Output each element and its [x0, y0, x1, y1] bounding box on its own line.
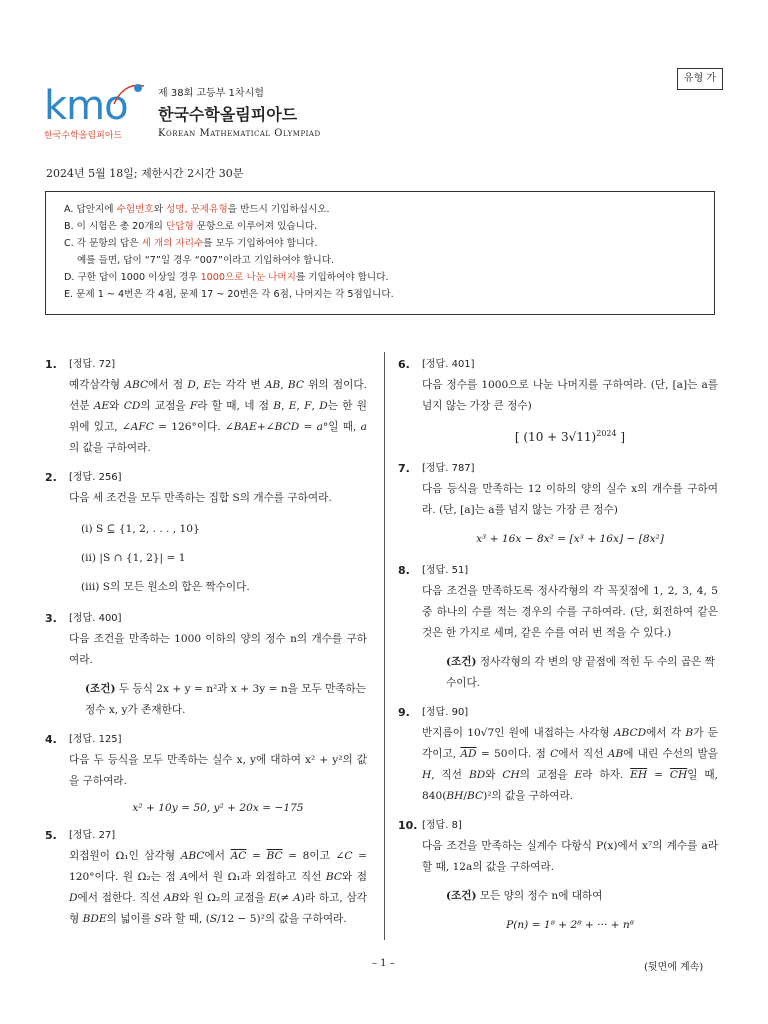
page-number: – 1 –	[372, 958, 395, 969]
answer-10: [정답. 8]	[422, 820, 462, 831]
left-column	[45, 354, 367, 930]
exam-name: 제 38회 고등부 1차시험	[158, 88, 264, 99]
problem-4: 4. [정답. 125] 다음 두 등식을 모두 만족하는 실수 x, y에 대하여 x² + y²의 값을 구하여라. x² + 10y = 50, y² + 20x = −175	[45, 729, 367, 819]
continued-note: (뒷면에 계속)	[644, 962, 704, 973]
problem-10-text: 다음 조건을 만족하는 실계수 다항식 P(x)에서 x⁷의 계수를 a라 할 때, 12a의 값을 구하여라.	[422, 840, 718, 873]
answer-8: [정답. 51]	[422, 565, 469, 576]
answer-5: [정답. 27]	[69, 830, 116, 841]
problem-3: 3. [정답. 400] 다음 조건을 만족하는 1000 이하의 양의 정수 n의 개수를 구하여라. (조건) 두 등식 2x + y = n²과 x + 3y = n을 모두 만족하는 정수 x, y가 존재한다.	[45, 608, 367, 721]
problem-7-equation: x³ + 16x − 8x² = [x³ + 16x] − [8x²]	[476, 533, 664, 545]
problem-4-text: 다음 두 등식을 모두 만족하는 실수 x, y에 대하여 x² + y²의 값을 구하여라.	[69, 754, 367, 787]
problem-8-condition: (조건) 정사각형의 각 변의 양 끝점에 적힌 두 수의 곱은 짝수이다.	[446, 656, 715, 689]
instruction-c: C. 각 문항의 답은 세 개의 자리수를 모두 기입하여야 합니다.	[64, 238, 318, 249]
exam-date: 2024년 5월 18일; 제한시간 2시간 30분	[46, 167, 244, 180]
problem-10: 10. [정답. 8] 다음 조건을 만족하는 실계수 다항식 P(x)에서 x⁷의 계수를 a라 할 때, 12a의 값을 구하여라. (조건) 모든 양의 정수 n에 대하여 P(n) = 1⁸ + 2⁸ + ··· + n⁸	[398, 815, 718, 936]
problem-5: 5. [정답. 27] 외접원이 Ω₁인 삼각형 ABC에서 $\overline{AC} = \overline{BC} = 8$이고 ∠C = 120°이다. 원 Ω₂는 점 A에서 원 Ω₁과 외접하고 직선 BC와 점 D에서 접한다. 직선 AB와 원 Ω₂의 교점을 E(≠ A)라 하고, 삼각형 BDE의 넓이를 S라 할 때, (S/12 − 5)²의 값을 구하여라.	[45, 825, 367, 930]
problem-6: 6. [정답. 401] 다음 정수를 1000으로 나눈 나머지를 구하여라. (단, [a]는 a를 넘지 않는 가장 큰 정수) [ $(10 + 3√11)^{2024}$ ]	[398, 354, 718, 448]
instruction-e: E. 문제 1 ~ 4번은 각 4점, 문제 17 ~ 20번은 각 6점, 나머지는 각 5점입니다.	[64, 289, 394, 300]
problem-5-text: 외접원이 Ω₁인 삼각형 ABC에서 $\overline{AC} = \overline{BC} = 8$이고 ∠C = 120°이다. 원 Ω₂는 점 A에서 원 Ω₁과 외접하고 직선 BC와 점 D에서 접한다. 직선 AB와 원 Ω₂의 교점을 E(≠ A)라 하고, 삼각형 BDE의 넓이를 S라 할 때, (S/12 − 5)²의 값을 구하여라.	[69, 850, 367, 925]
logo-text: kmo	[44, 83, 128, 129]
answer-2: [정답. 256]	[69, 472, 122, 483]
answer-7: [정답. 787]	[422, 463, 475, 474]
problem-8: 8. [정답. 51] 다음 조건을 만족하도록 정사각형의 각 꼭짓점에 1, 2, 3, 4, 5 중 하나의 수를 적는 경우의 수를 구하여라. (단, 회전하여 같은 것은 한 가지로 세며, 같은 수를 여러 번 적을 수 있다.) (조건) 정사각형의 각 변의 양 끝점에 적힌 두 수의 곱은 짝수이다.	[398, 560, 718, 694]
page-title: 한국수학올림피아드	[158, 105, 298, 124]
logo-arc-icon	[110, 80, 150, 110]
problem-1-text: 예각삼각형 ABC에서 점 D, E는 각각 변 AB, BC 위의 점이다. 선분 AE와 CD의 교점을 F라 할 때, 네 점 B, E, F, D는 한 원 위에 있고, ∠AFC = 126°이다. ∠BAE+∠BCD = a°일 때, a의 값을 구하여라.	[69, 379, 367, 454]
instruction-b: B. 이 시험은 총 20개의 단답형 문항으로 이루어져 있습니다.	[64, 221, 318, 232]
problem-10-equation: P(n) = 1⁸ + 2⁸ + ··· + n⁸	[506, 919, 634, 931]
exam-type-badge: 유형 가	[677, 68, 723, 90]
problem-8-text: 다음 조건을 만족하도록 정사각형의 각 꼭짓점에 1, 2, 3, 4, 5 중 하나의 수를 적는 경우의 수를 구하여라. (단, 회전하여 같은 것은 한 가지로 세며, 같은 수를 여러 번 적을 수 있다.)	[422, 585, 718, 639]
problem-4-equation: x² + 10y = 50, y² + 20x = −175	[132, 802, 304, 814]
instruction-d: D. 구한 답이 1000 이상일 경우 1000으로 나눈 나머지를 기입하여야 합니다.	[64, 272, 389, 283]
problem-6-text: 다음 정수를 1000으로 나눈 나머지를 구하여라. (단, [a]는 a를 넘지 않는 가장 큰 정수)	[422, 379, 718, 412]
title-english: Korean Mathematical Olympiad	[158, 128, 321, 139]
right-column	[398, 354, 718, 942]
problem-9: 9. [정답. 90] 반지름이 10√7인 원에 내접하는 사각형 ABCD에서 각 B가 둔각이고, $\overline{AD} = 50$이다. 점 C에서 직선 AB에 내린 수선의 발을 H, 직선 BD와 CH의 교점을 E라 하자. $\overline{EH} = \overline{CH}$일 때, 840(BH/BC)²의 값을 구하여라.	[398, 702, 718, 807]
column-divider	[384, 352, 385, 940]
problem-3-text: 다음 조건을 만족하는 1000 이하의 양의 정수 n의 개수를 구하여라.	[69, 633, 367, 666]
problem-1: 1. [정답. 72] 예각삼각형 ABC에서 점 D, E는 각각 변 AB, BC 위의 점이다. 선분 AE와 CD의 교점을 F라 할 때, 네 점 B, E, F, D는 한 원 위에 있고, ∠AFC = 126°이다. ∠BAE+∠BCD = a°일 때, a의 값을 구하여라.	[45, 354, 367, 459]
instruction-a: A. 답안지에 수험번호와 성명, 문제유형을 반드시 기입하십시오.	[64, 204, 330, 215]
answer-4: [정답. 125]	[69, 734, 122, 745]
answer-9: [정답. 90]	[422, 707, 469, 718]
answer-1: [정답. 72]	[69, 359, 116, 370]
problem-3-condition: (조건) 두 등식 2x + y = n²과 x + 3y = n을 모두 만족하는 정수 x, y가 존재한다.	[85, 683, 367, 716]
problem-2-text: 다음 세 조건을 모두 만족하는 집합 S의 개수를 구하여라.	[69, 492, 332, 504]
problem-6-equation: [ $(10 + 3√11)^{2024}$ ]	[514, 429, 626, 444]
problem-10-condition: (조건) 모든 양의 정수 n에 대하여	[446, 890, 603, 902]
problem-7: 7. [정답. 787] 다음 등식을 만족하는 12 이하의 양의 실수 x의 개수를 구하여라. (단, [a]는 a를 넘지 않는 가장 큰 정수) x³ + 16x − 8x² = [x³ + 16x] − [8x²]	[398, 458, 718, 550]
problem-7-text: 다음 등식을 만족하는 12 이하의 양의 실수 x의 개수를 구하여라. (단, [a]는 a를 넘지 않는 가장 큰 정수)	[422, 483, 718, 516]
problem-2: 2. [정답. 256] 다음 세 조건을 모두 만족하는 집합 S의 개수를 구하여라. (i) S ⊆ {1, 2, . . . , 10} (ii) |S ∩ {1, 2}| = 1 (iii) S의 모든 원소의 합은 짝수이다.	[45, 467, 367, 602]
logo-subtitle: 한국수학올림피아드	[44, 131, 123, 141]
answer-6: [정답. 401]	[422, 359, 475, 370]
instruction-c-example: 예를 들면, 답이 “7”일 경우 “007”이라고 기입하여야 합니다.	[77, 255, 335, 266]
problem-9-text: 반지름이 10√7인 원에 내접하는 사각형 ABCD에서 각 B가 둔각이고, $\overline{AD} = 50$이다. 점 C에서 직선 AB에 내린 수선의 발을 H, 직선 BD와 CH의 교점을 E라 하자. $\overline{EH} = \overline{CH}$일 때, 840(BH/BC)²의 값을 구하여라.	[422, 727, 719, 802]
problem-2-conditions: (i) S ⊆ {1, 2, . . . , 10} (ii) |S ∩ {1, 2}| = 1 (iii) S의 모든 원소의 합은 짝수이다.	[81, 523, 250, 593]
instructions-box	[45, 191, 715, 315]
answer-3: [정답. 400]	[69, 613, 122, 624]
